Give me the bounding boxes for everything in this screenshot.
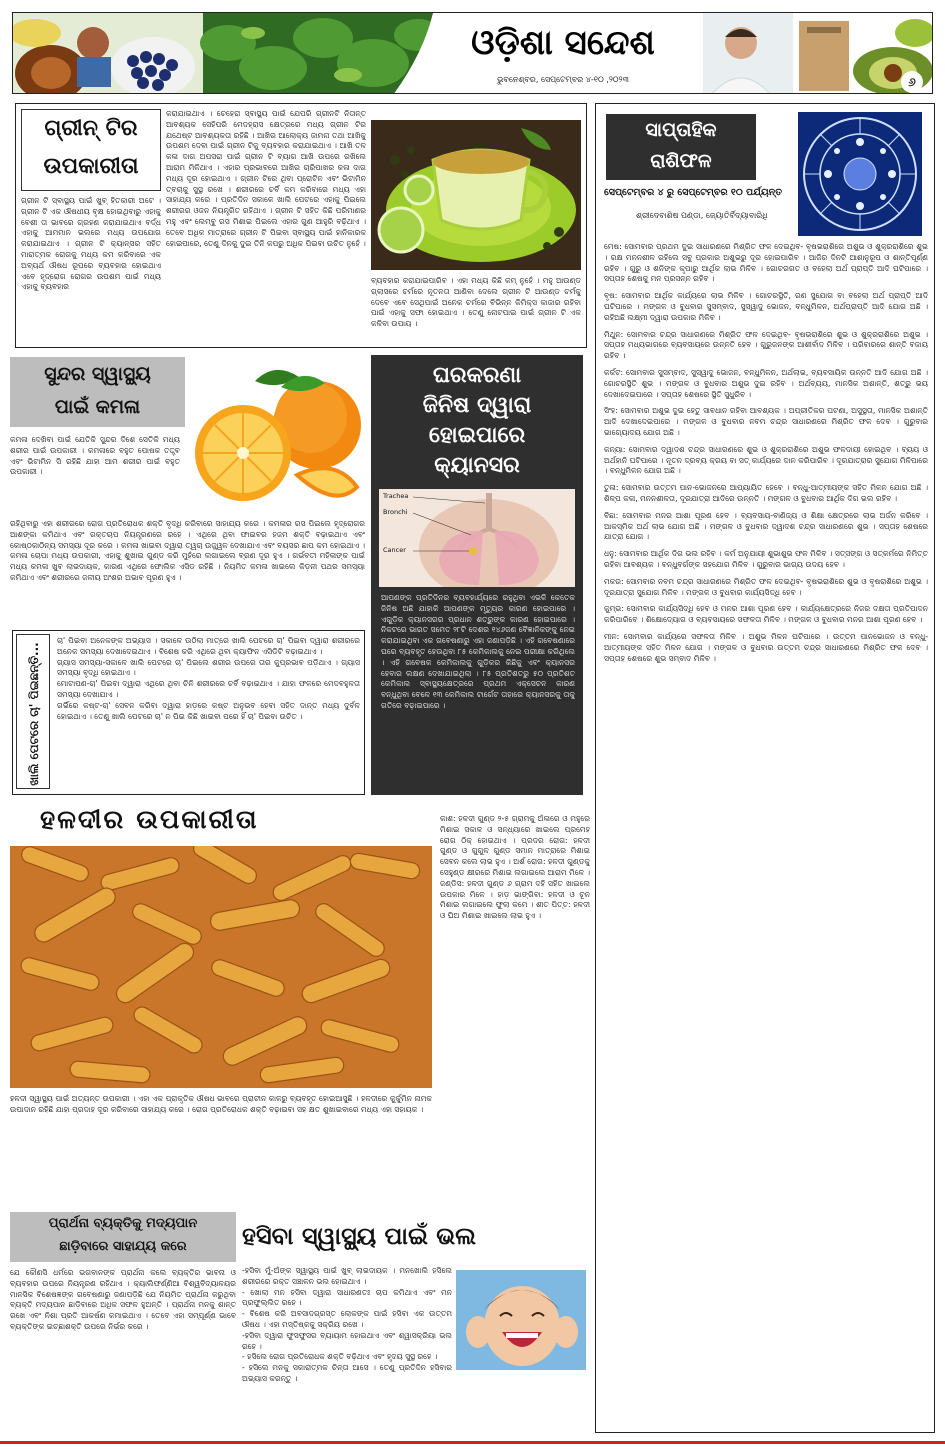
rashifal-sign-makara: ମକର: ସୋମବାର ନବମ ଚନ୍ଦ୍ର ସାଧାରଣରେ ମିଶ୍ରିତ ଫଳ ଦେଇଥିବ- ବୃଷଭରାଶିରେ ଶୁଭ ଓ ବୃଷରାଶିରେ ଅଶୁଭ । ଦୂରଯାତ୍ରା ସୁଯୋଗ ମିଳିବ । ମଙ୍ଗଳ ଓ ବୁଧବାର କାର୍ଯ୍ୟସିଦ୍ଧି ହେବ । xyxy=(604,576,928,597)
empty-stomach-tea-body: ଚା' ପିଇବା ଅନେକଙ୍କ ଅଭ୍ୟାସ । ସକାଳେ ଉଠିଲା ମାତ୍ରେ ଖାଲି ପେଟରେ ଚା' ପିଇବା ଦ୍ୱାରା ଶରୀରରେ ଅନେକ ସମସ୍ୟା ଦେଖାଦେଇଥାଏ । ବିଶେଷ କରି ଏଥିରେ ଥିବା କ୍ୟାଫିନ ଏସିଡିଟି ବଢ଼ାଇଥାଏ । ଗ୍ୟାସ ସମସ୍ୟା-ସକାଳେ ଖାଲି ପେଟରେ ଚା' ପିଇଲେ ଶରୀର ଉପରେ ତାର କୁପ୍ରଭାବ ପଡ଼ିଥାଏ । ଗ୍ୟାସ ସମସ୍ୟା ବୃଦ୍ଧି ହୋଇଥାଏ । ମୋଟାପଣ-ଚା' ପିଇବା ଦ୍ୱାରା ଏଥିରେ ଥିବା ଚିନି ଶରୀରରେ ଚର୍ବି ବଢ଼ାଇଥାଏ । ଯାହା ଫଳରେ ମେଦବହୁଳତା ସମସ୍ୟା ଦେଖାଯାଏ । ଗର୍ଭିରେ କଷ୍ଟ-ଚା' ସେବନ କରିବା ଦ୍ୱାରା ହାଡ଼ରେ କଷ୍ଟ ଅନୁଭବ ହେବା ସହିତ ଦାନ୍ତ ମଧ୍ୟ ଦୁର୍ବଳ ହୋଇଥାଏ । ତେଣୁ ଖାଲି ପେଟରେ ଚା' ନ ପିଇ କିଛି ଖାଇବା ପରେ ହିଁ ଚା' ପିଇବା ଉଚିତ । xyxy=(57,636,360,721)
rashifal-sign-kumbha: କୁମ୍ଭ: ସୋମବାର କାର୍ଯ୍ୟସିଦ୍ଧି ହେବ ଓ ମନର ଆଶା ପୂରଣ ହେବ । କାର୍ଯ୍ୟକ୍ଷେତ୍ରରେ ନିଜର ଦକ୍ଷତା ପ୍ରତିପାଦନ କରିପାରିବେ । ଶିକ୍ଷୋଦ୍ୟୋଗ ଓ ବ୍ୟବସାୟରେ ସଫଳତା ମିଳିବ । ମଙ୍ଗଳ ଓ ବୁଧବାର ମନର ଆଶା ପୂରଣ ହେବ । xyxy=(604,604,928,625)
cancer-title-line2: ଜିନିଷ ଦ୍ୱାରା xyxy=(422,393,532,418)
turmeric-photo xyxy=(10,846,432,1088)
green-tea-article xyxy=(15,103,587,348)
rashifal-author: ଶ୍ରୀଦେବାଶିଷ ପଣ୍ଡା, ଜ୍ୟୋତିର୍ବିଦ୍ୟାବାରିଧି xyxy=(636,211,768,220)
orange-body: ରହିଥିବାରୁ ଏହା ଶରୀରରେ ରୋଗ ପ୍ରତିରୋଧକ ଶକ୍ତି ବୃଦ୍ଧି କରିବାରେ ସାହାଯ୍ୟ କରେ । କମଳାର ରସ ପିଇଲେ ହୃଦ୍‌ରୋଗର ଆଶଙ୍କା କମିଥାଏ ଏବଂ ରକ୍ତଚାପ ନିୟନ୍ତ୍ରଣରେ ରହେ । ଏଥିରେ ଥିବା ଫାଇବର ହଜମ ଶକ୍ତି ବଢ଼ାଇଥାଏ ଏବଂ କୋଷ୍ଠକାଠିନ୍ୟ ସମସ୍ୟା ଦୂର କରେ । କମଳା ଖାଇବା ଦ୍ୱାରା ତ୍ୱଚା ଉଜ୍ଜ୍ୱଳ ଦେଖାଯାଏ ଏବଂ ବୟସର ଛାପ କମ ହୋଇଥାଏ । କମଳା ଚୋପା ମଧ୍ୟ ଉପକାରୀ, ଏହାକୁ ଶୁଖାଇ ଗୁଣ୍ଡ କରି ମୁହଁରେ ଲଗାଇଲେ ବ୍ରଣ ଦୂର ହୁଏ । ଗର୍ଭବତୀ ମହିଳାଙ୍କ ପାଇଁ ମଧ୍ୟ କମଳା ଖୁବ ଲାଭଦାୟକ, କାରଣ ଏଥିରେ ଫୋଲିକ ଏସିଡ ରହିଛି । ନିୟମିତ କମଳା ଖାଇଲେ କିଡ଼ନୀ ପଥର ସମସ୍ୟା କମିଥାଏ ଏବଂ ଶରୀରରେ ଜଳୀୟ ଅଂଶର ଅଭାବ ପୂରଣ ହୁଏ । xyxy=(10,519,365,582)
cancer-article xyxy=(371,355,583,795)
rashifal-signs xyxy=(604,242,928,1428)
turmeric-article xyxy=(10,800,590,1210)
empty-stomach-tea-article xyxy=(12,630,365,795)
masthead-dateline: ଭୁବନେଶ୍ବର, ସେପ୍ଟେମ୍ବର ୪-୧୦ ,୨୦୨୩ xyxy=(497,75,629,84)
rashifal-sign-kanya: କନ୍ୟା: ସୋମବାର ଦ୍ୱାଦଶ ଚନ୍ଦ୍ର ସାଧାରଣରେ ଶୁଭ ଓ ଶୁକ୍ରରାଶିରେ ଅଶୁଭ ଫଳଦାୟୀ ହୋଇଥିବ । ବ୍ୟୟ ଓ ଅର୍ଥହାନି ଘଟିପାରେ । ନୂତନ ଦ୍ରବ୍ୟ କ୍ରୟ ବା ସତ୍ କାର୍ଯ୍ୟରେ ଦାନ କରିପାରିବ । ଦୂରଯାତ୍ରାର ସୁଯୋଗ ମିଳିପାରେ । ବନ୍ଧୁମିଳନ ଯୋଗ ଅଛି । xyxy=(604,444,928,476)
rashifal-title-line1: ସାପ୍ତାହିକ xyxy=(645,119,717,141)
rashifal-sign-simha: ସିଂହ: ସୋମବାର ଅଶୁଭ ଦୁଇ ହେତୁ ସାବଧାନ ରହିବା ଆବଶ୍ୟକ । ଅପ୍ରୀତିକର ଘଟଣା, ଅସୁସ୍ଥତା, ମାନସିକ ଅଶାନ୍ତି ଆଦି ଦେଖାଦେଇପାରେ । ମଙ୍ଗଳ ଓ ବୁଧବାର ନବମ ଚନ୍ଦ୍ର ସାଧାରଣରେ ମିଶ୍ରିତ ଫଳ ଦେବ । ଗୁରୁବାର ଭାଗ୍ୟୋଦୟ ଯୋଗ ଅଛି । xyxy=(604,406,928,437)
masthead-collage-right xyxy=(703,13,933,94)
laughter-article xyxy=(242,1212,590,1437)
page-number: ୬ xyxy=(901,71,923,93)
cancer-title-line1: ଘରକରଣା xyxy=(432,363,522,388)
green-tea-body-bottom: ବ୍ୟବହାର କରାଯାଇପାରିବ । ଏହା ମଧ୍ୟ କିଛି କମ୍ ନୁହେଁ । ମହୁ ଆଉଣ୍ଡ ଗ୍ଲାସରେ ଚର୍ମରେ ନୂତନତା ଆଣିବା ଦେଲେ ଗ୍ରୀନ ଟି ଆଉଣ୍ଡ ଚର୍ମକୁ ଦେବେ ଏବେ ସେଥିପାଇଁ ଅନେକ ଚର୍ମରେ ବିଭିନ୍ନ କିମିକ୍ସ କାଜାର ରହିବା ପାଇଁ ଏହାକୁ ସଫା ହୋଇଥାଏ । ତେଣୁ ନୋଟପାଇ ପାଇଁ ଗ୍ରୀନ ଟି ଏକ କଳିବା ଉପାୟ । xyxy=(371,276,581,329)
lungs-label-trachea: Trachea xyxy=(383,492,409,500)
orange-photo xyxy=(185,357,365,515)
rashifal-sign-meena: ମୀନ: ସୋମବାର କାର୍ଯ୍ୟରେ ସଫଳତା ମିଳିବ । ଅଶୁଭ ମିଳନ ଘଟିପାରେ । ଉତ୍ତମ ପାନଭୋଜନ ଓ ବନ୍ଧୁ-ଆତ୍ମୀୟଙ୍କ ସହିତ ମିଳନ ଯୋଗ । ମଙ୍ଗଳ ଓ ବୁଧବାର ଉତ୍ତମ ଚନ୍ଦ୍ର ସାଧାରଣରେ ମିଶ୍ରିତ ଫଳ ଦେବ । ସପ୍ତାହ ଶେଷରେ ଶୁଭ ସମ୍ବାଦ ମିଳିବ । xyxy=(604,631,928,663)
cancer-title-line4: କ୍ୟାନସର xyxy=(434,453,520,478)
laughter-body: -ହସିବା ମୁଁ-ଅଁଙ୍କ ସ୍ୱାସ୍ଥ୍ୟ ପାଇଁ ଖୁବ୍ ଲାଭଦାୟକ । ମନଖୋଲି ହସିଲେ ଶରୀରରେ ରକ୍ତ ସଞ୍ଚାଳନ ଭଲ ହୋଇଥାଏ । - ଖୋଲା ମନ ହସିବା ଦ୍ୱାରା ସାଧାରଣତଃ ଚାପ କମିଥାଏ ଏବଂ ମନ ପ୍ରଫୁଲ୍ଲିତ ରହେ । - ବିଶେଷ କରି ଅବସାଦଗ୍ରସ୍ତ ଲୋକଙ୍କ ପାଇଁ ହସିବା ଏକ ଉତ୍ତମ ଔଷଧ । ଏହା ମସ୍ତିଷ୍କକୁ ସକ୍ରିୟ ରଖେ । -ହସିବା ଦ୍ୱାରା ଫୁସଫୁସର ବ୍ୟାୟାମ ହୋଇଥାଏ ଏବଂ ଶ୍ୱାସକ୍ରିୟା ଭଲ ରହେ । - ହସିଲେ ରୋଗ ପ୍ରତିରୋଧକ ଶକ୍ତି ବଢ଼ିଥାଏ ଏବଂ ହୃଦୟ ସୁସ୍ଥ ରହେ । - ହସିଲେ ମନକୁ ସକାରାତ୍ମକ ଚିନ୍ତା ଆସେ । ତେଣୁ ପ୍ରତିଦିନ ହସିବାର ଅଭ୍ୟାସ କରନ୍ତୁ । xyxy=(242,1266,452,1383)
turmeric-title: ହଳଦୀର ଉପକାରୀତା xyxy=(40,805,259,835)
laughter-title: ହସିବା ସ୍ୱାସ୍ଥ୍ୟ ପାଇଁ ଭଲ xyxy=(242,1222,477,1250)
page-bottom-rule xyxy=(0,1441,945,1444)
turmeric-col2: କାଶ: ହଳଦୀ ଗୁଣ୍ଡ ୨-୫ ଗ୍ରାମକୁ ଅଁଳାରେ ଓ ମହୁରେ ମିଶାଇ ସକାଳ ଓ ସନ୍ଧ୍ୟାରେ ଖାଇଲେ ପ୍ରମେହ ରୋଗ ଠିକ୍ ହୋଇଥାଏ । ପ୍ରଦର ରୋଗ: ହଳଦୀ ଗୁଣ୍ଡ ଓ ଗୁଗୁଳ ଗୁଣ୍ଡ ସମାନ ମାତ୍ରାରେ ମିଶାଇ ସେବନ କଲେ ଲାଭ ହୁଏ । ଅର୍ଶ ରୋଗ: ହଳଦୀ ଗୁଣ୍ଡକୁ ସେହୁଣ୍ଡ କ୍ଷୀରରେ ମିଶାଇ ଲଗାଇଲେ ଆରାମ ମିଳେ । ଜଣ୍ଡିସ: ହଳଦୀ ଗୁଣ୍ଡ ୬ ଗ୍ରାମ ଦହି ସହିତ ଖାଇଲେ ଉପକାର ମିଳେ । ହାଡ଼ ଭାଙ୍ଗିବା: ହଳଦୀ ଓ ଚୂନ ମିଶାଇ ଲଗାଇଲେ ଫୁଲା କମେ । ଶୀତ ପିତ୍ତ: ହଳଦୀ ଓ ଘିଅ ମିଶାଇ ଖାଇଲେ ଲାଭ ହୁଏ । xyxy=(440,814,590,921)
rashifal-sign-mesha: ମେଷ: ସୋମବାର ପ୍ରଥମ ଦୁଇ ସାଧାରଣରେ ମିଶ୍ରିତ ଫଳ ଦେଇଥିବ- ବୃଷଭରାଶିରେ ଅଶୁଭ ଓ ଶୁକ୍ରରାଶିରେ ଶୁଭ । ରକ୍ଷ ମନନଶୀଳ ରହିଲେ ସବୁ ପ୍ରକାର ଅଶୁଭରୁ ଦୂର ହୋଇପାରିବ । ଆଜିର ଦିନଟି ଆଶାନୁରୂପ ଓ ଶାନ୍ତିପୂର୍ଣ୍ଣ ରହିବ । ଗୁରୁ ଓ ଶନିଙ୍କ କୃପାରୁ ଆର୍ଥିକ ଲାଭ ମିଳିବ । ଗୋଚରଗତ ଓ ବହେଲା ଅର୍ଥ ପ୍ରାପ୍ତି ଆଦି ଘଟିପାରେ । ସପ୍ତାହ ଶେଷକୁ ମନ ପ୍ରସନ୍ନ ରହିବ । xyxy=(604,242,928,284)
rashifal-sign-tula: ତୁଳା: ସୋମବାର ଉତ୍ତମ ପାନ-ଭୋଜନରେ ଆପ୍ୟାୟିତ ହେବେ । ବନ୍ଧୁ-ଆତ୍ମୀୟଙ୍କ ସହିତ ମିଳନ ଯୋଗ ଅଛି । ଶିଳ୍ପ କଳା, ମନନଶୀଳତା, ଦୂରଯାତ୍ରା ଆଦିରେ ଉନ୍ନତି । ମଙ୍ଗଳ ଓ ବୁଧବାର ଆର୍ଥିକ ଦିଗ ଭଲ ରହିବ । xyxy=(604,483,928,503)
masthead-title: ଓଡ଼ିଶା ସନ୍ଦେଶ xyxy=(471,23,655,63)
lungs-label-bronchi: Bronchi xyxy=(383,508,408,516)
zodiac-wheel-image xyxy=(798,112,922,236)
cancer-title xyxy=(371,361,583,481)
laughing-child-photo xyxy=(456,1270,586,1370)
green-tea-title-line1: ଗ୍ରୀନ୍ ଟିର xyxy=(44,116,138,141)
rashifal-sign-brusha: ବୃଷ: ସୋମବାର ଆର୍ଥିକ କାର୍ଯ୍ୟରେ ଲାଭ ମିଳିବ । ଗୋଚରସ୍ଥିତି, ରଣ ସୁଯୋଗ ବା ବହେଲା ଅର୍ଥ ପ୍ରାପ୍ତି ଆଦି ଘଟିପାରେ । ମଙ୍ଗଳ ଓ ବୁଧବାର ସୁସମ୍ବାଦ, ସୁସ୍ୱାଦୁ ଭୋଜନ, ବନ୍ଧୁମିଳନ, ଅର୍ଥପ୍ରାପ୍ତି ଆଦି ଯୋଗ ଅଛି । ରହିଅଛି ଲକ୍ଷ୍ମୀ ଦ୍ୱାରା ଉପକାର ମିଳିବ । xyxy=(604,291,928,322)
orange-article xyxy=(10,357,365,627)
orange-title xyxy=(10,357,185,427)
masthead xyxy=(12,12,933,94)
cancer-body: ଆପଣଙ୍କ ପ୍ରତିଦିନର ବ୍ୟବହାର୍ଯ୍ୟରେ ରହୁଥିବା ଏଭଳି କେତେକ ଜିନିଷ ଅଛି ଯାହାକି ଆପଣଙ୍କ ମୃତ୍ୟୁର କାରଣ ହୋଇପାରେ । ଏଗୁଡ଼ିକ କ୍ୟାନସରର ପ୍ରଧାନ ଶତ୍ରୁଙ୍କ କାରଣ ହୋଇପାରେ । ନିକଟରେ ଭାରତ ସମେତ ୨୮ଟି ଦେଶର ୧୪୬ଜଣ ବୈଜ୍ଞାନିକଙ୍କୁ ନେଇ କରାଯାଇଥିବା ଏକ ଗବେଷଣାରୁ ଏହା ଜଣାପଡ଼ିଛି । ଏହି ଗବେଷଣାରେ ଘରେ ବ୍ୟବହୃତ ହେଉଥିବା ୮୫ କେମିକାଲକୁ ନେଇ ପରୀକ୍ଷା କରିଥିଲେ । ଏହି ଗବେଷକ କେମିକାଲକୁ ଗୁଡ଼ିକର କିଛିକୁ ଏବଂ କ୍ୟାନସର ହେବାର ଲକ୍ଷଣ ଦେଖାଯାଇଥିଲା । ୮୫ ପ୍ରତିଶତରୁ ୫୦ ପ୍ରତିଶତ କେମିକାଲ ସ୍ବାସ୍ଥ୍ୟକ୍ଷେତ୍ରରେ ପ୍ରଥମ ଏକ୍ସେଚନ କାରଣ ବନ୍ଧୁଥିବା ବେଳେ ୧୩ କେମିକାଲ ଟାର୍ଗେଟ ତାହାରେ କ୍ୟାନସରକୁ ତାକୁ ଗତିରେ ବଢ଼ାଇପାରେ । xyxy=(381,593,575,710)
rashifal-date-range: ସେପ୍ଟେମ୍ବର ୪ ରୁ ସେପ୍ଟେମ୍ବର ୧୦ ପର୍ଯ୍ୟନ୍ତ xyxy=(604,187,782,198)
orange-title-line1: ସୁନ୍ଦର ସ୍ୱାସ୍ଥ୍ୟ xyxy=(44,363,151,385)
rashifal-article xyxy=(595,103,935,1433)
green-tea-title-line2: ଉପକାରୀତା xyxy=(43,154,139,179)
prayer-alcohol-title-line2: ଛାଡ଼ିବାରେ ସାହାଯ୍ୟ କରେ xyxy=(59,1239,187,1254)
rashifal-title xyxy=(606,114,756,180)
empty-stomach-tea-title: ଖାଲି ପେଟରେ ଚା' ପିଇଛନ୍ତି... xyxy=(27,642,41,786)
green-tea-photo xyxy=(371,120,581,270)
orange-title-line2: ପାଇଁ କମଳା xyxy=(54,396,141,418)
rashifal-sign-dhanu: ଧନୁ: ସୋମବାର ଆର୍ଥିକ ଦିଗ ଭଲ ରହିବ । କର୍ମ ଅନୁଯାୟୀ ଶୁଭାଶୁଭ ଫଳ ମିଳିବ । ସତ୍‌ସଙ୍ଗ ଓ ସତ୍‌କର୍ମରେ ନିମିତ୍ତ ରହିବା ଆବଶ୍ୟକ । ବନ୍ଧୁବର୍ଗଙ୍କ ସହଯୋଗ ମିଳିବ । ଗୁରୁବାର ଭାଗ୍ୟ ଉଦୟ ହେବ । xyxy=(604,549,928,569)
prayer-alcohol-article xyxy=(10,1212,236,1437)
rashifal-sign-karkata: କର୍କଟ: ସୋମବାର ସୁସମ୍ବାଦ, ସୁସ୍ୱାଦୁ ଭୋଜନ, ବନ୍ଧୁମିଳନ, ଅର୍ଥଲାଭ, ବ୍ୟବସାୟିକ ଉନ୍ନତି ଆଦି ଯୋଗ ଅଛି । ଗୋଚରସ୍ଥିତି ଶୁଭ । ମଙ୍ଗଳ ଓ ବୁଧବାର ଅଶୁଭ ଦୁଇ ରହିବ । ଅର୍ଥବ୍ୟୟ, ମାନସିକ ଅଶାନ୍ତି, ଶତ୍ରୁ ଭୟ ଦେଖାଦେଇପାରେ । ସପ୍ତାହ ଶେଷରେ ସ୍ଥିତି ସୁଧୁରିବ । xyxy=(604,367,928,399)
lungs-diagram xyxy=(379,489,575,587)
green-tea-body-left: ଗ୍ରୀନ ଟି ସ୍ବାସ୍ଥ୍ୟ ପାଇଁ ଖୁବ୍ ହିତକାରୀ ଅଟେ । ଗ୍ରୀନ ଟି ଏକ ଔଷଧୀୟ ବୃକ୍ଷ ହୋଇଥିବାରୁ ଏହାକୁ ବେଶୀ ତା ଭାବରେ ଗ୍ରହଣ କରାଯାଇଥାଏ ବର୍ଦ୍ଧ ଏହାକୁ ଆମମାନ ଭଲରେ ମଧ୍ୟ ଉପଯୋଗ କରାଯାଇଥାଏ । ଗ୍ରୀନ ଟି କ୍ୟାନ୍ସର ସହିତ ମାରାତ୍ମକ ରୋଗକୁ ମଧ୍ୟ କମ କରିବାରେ ଏକ ଅବ୍ୟର୍ଥ ଔଷଧ ରୂପରେ ବ୍ୟବହାର ହୋଇଥାଏ ଏବେ ହୃଦ୍‌ରୋଗ ରୋଗର ଉପଶମ ପାଇଁ ମଧ୍ୟ ଏହାକୁ ବ୍ୟବହାର xyxy=(21,196,161,292)
orange-intro: କମଳା ଦେଖିବା ପାଇଁ ଯେତିକି ସୁନ୍ଦର ଦିଶେ ସେତିକି ମଧ୍ୟ ଶରୀର ପାଇଁ ଉପକାରୀ । କମଳାରେ ବହୁତ ପୋଷକ ତତ୍ତ୍ବ ଏବଂ ଭିଟାମିନ ସି ରହିଛି ଯାହା ଆମ ଶରୀର ପାଇଁ ବହୁତ ଉପକାରୀ । xyxy=(10,435,180,477)
empty-stomach-tea-title-strip xyxy=(16,634,50,789)
lungs-label-cancer: Cancer xyxy=(383,546,406,554)
prayer-alcohol-title-line1: ପ୍ରାର୍ଥନା ବ୍ୟକ୍ତିକୁ ମଦ୍ୟପାନ xyxy=(48,1216,198,1231)
turmeric-caption: ହଳଦୀ ସ୍ୱାସ୍ଥ୍ୟ ପାଇଁ ଅତ୍ୟନ୍ତ ଉପକାରୀ । ଏହା ଏକ ପ୍ରାକୃତିକ ଔଷଧ ଭାବରେ ପ୍ରାଚୀନ କାଳରୁ ବ୍ୟବହୃତ ହୋଇଆସୁଛି । ହଳଦୀରେ କୁର୍କୁମିନ ନାମକ ଉପାଦାନ ରହିଛି ଯାହା ପ୍ରଦାହ ଦୂର କରିବାରେ ସାହାଯ୍ୟ କରେ । ରୋଗ ପ୍ରତିରୋଧକ ଶକ୍ତି ବଢ଼ାଇବା ସହ କ୍ଷତ ଶୁଖାଇବାରେ ମଧ୍ୟ ଏହା ସହାୟକ । xyxy=(10,1094,432,1114)
green-tea-body-middle: କରାଯାଇଥାଏ । ଚେହେରା ସ୍ବାସ୍ଥ୍ୟ ପାଇଁ ଯେପରି ଗ୍ରୀନଟି ନିତାନ୍ତ ଆବଶ୍ୟକ ସେହିପରି ମେଦହ୍ରାସ କ୍ଷେତ୍ରରେ ମଧ୍ୟ ଗ୍ରୀନ ଟିର ଯଥେଷ୍ଟ ଆବଶ୍ୟକତା ରହିଛି । ଆଖିର ଆଲୋକ୍ୟ ଜାମନା ତଥା ଆଖିକୁ ଉପଶମ ଦେବା ପାଇଁ ଗ୍ରୀନ ଟିକୁ ବ୍ୟବହାର କରାଯାଇଥାଏ । ଆଖି ତଳ କଳା ଦାଗ ଅପସରା ପାଇଁ ଗ୍ରୀନ ଟି ବ୍ୟାଗ ଆଖି ଉପରେ ରଖିଲେ ଆରାମ ମିଳିଥାଏ । ଏହାର ପ୍ରଭାବରେ ଆଖିର ଚାରିପାଖର କଳା ଦାଗ ମଧ୍ୟ ଦୂର ହୋଇଥାଏ । ଗ୍ରୀନ ଟିରେ ଥିବା ପ୍ରୋଟିନ ଏବଂ ଭିଟାମିନ ତ୍ବଚାକୁ ସୁସ୍ଥ ରଖେ । ଶରୀରରେ ଚର୍ବି କମ କରିବାରେ ମଧ୍ୟ ଏହା ସାହାଯ୍ୟ କରେ । ପ୍ରତିଦିନ ସକାଳେ ଖାଲି ପେଟରେ ଏହାକୁ ପିଇଲେ ଶରୀରର ଓଜନ ନିୟନ୍ତ୍ରିତ ରହିଥାଏ । ଗ୍ରୀନ ଟି ସହିତ କିଛି ପରିମାଣର ମହୁ ଏବଂ ଲେମ୍ବୁ ରସ ମିଶାଇ ପିଇଲେ ଏହାର ଗୁଣ ଆହୁରି ବଢ଼ିଥାଏ । ତେବେ ଅଧିକ ମାତ୍ରାରେ ଗ୍ରୀନ ଟି ପିଇବା ସ୍ବାସ୍ଥ୍ୟ ପାଇଁ ହାନିକାରକ ହୋଇପାରେ, ତେଣୁ ଦିନକୁ ଦୁଇ ତିନି କପରୁ ଅଧିକ ପିଇବା ଉଚିତ ନୁହେଁ । xyxy=(166,109,366,248)
cancer-title-line3: ହୋଇପାରେ xyxy=(428,423,526,448)
masthead-collage-left xyxy=(13,13,433,94)
rashifal-title-line2: ରାଶିଫଳ xyxy=(650,150,712,172)
rashifal-sign-bichha: ବିଛା: ସୋମବାର ମନର ଆଶା ପୂରଣ ହେବ । ବ୍ୟବସାୟ-ବାଣିଜ୍ୟ ଓ ଶିକ୍ଷା କ୍ଷେତ୍ରରେ ଲାଭ ଅର୍ଜନ କରିବେ । ଆକସ୍ମିକ ଅର୍ଥ ଲାଭ ଯୋଗ ଅଛି । ମଙ୍ଗଳ ଓ ବୁଧବାର ଦ୍ୱାଦଶ ଚନ୍ଦ୍ର ସାଧାରଣରେ ଶୁଭ । ସପ୍ତାହ ଶେଷରେ ଯାତ୍ରା ଯୋଗ । xyxy=(604,510,928,542)
green-tea-title xyxy=(21,109,161,191)
prayer-alcohol-title xyxy=(10,1212,236,1262)
prayer-alcohol-body: ଯେ କୌଣସି ଧର୍ମରେ ଭଗବାନଙ୍କ ପ୍ରାର୍ଥନା କଲେ ବ୍ୟକ୍ତିର ଭାବନା ଓ ବ୍ୟବହାର ଉପରେ ନିୟନ୍ତ୍ରଣ ରହିଥାଏ । କ୍ୟାଲିଫର୍ଣ୍ଣିଆ ବିଶ୍ୱବିଦ୍ୟାଳୟର ମାନସିକ ବିଶେଷଜ୍ଞଙ୍କ ଗବେଷଣାରୁ ଜଣାପଡ଼ିଛି ଯେ ନିୟମିତ ପ୍ରାର୍ଥନା କରୁଥିବା ବ୍ୟକ୍ତି ମଦ୍ୟପାନ ଛାଡ଼ିବାରେ ଅଧିକ ସଫଳ ହୁଅନ୍ତି । ପ୍ରାର୍ଥନା ମନକୁ ଶାନ୍ତ ରଖେ ଏବଂ ନିଶା ପ୍ରତି ଆକର୍ଷଣ କମାଇଥାଏ । ତେବେ ଏହା ସମ୍ପୂର୍ଣ୍ଣ ଭାବେ ବ୍ୟକ୍ତିଙ୍କ ଇଚ୍ଛାଶକ୍ତି ଉପରେ ନିର୍ଭର କରେ । xyxy=(10,1268,236,1331)
rashifal-sign-mithuna: ମିଥୁନ: ସୋମବାର ଚନ୍ଦ୍ର ସାଧାରଣରେ ମିଶ୍ରିତ ଫଳ ଦେଇଥିବ- ବୃଷଭରାଶିରେ ଶୁଭ ଓ ଶୁକ୍ରରାଶିରେ ଅଶୁଭ । ସପ୍ତାହ ମଧ୍ୟଭାଗରେ ବ୍ୟବସାୟରେ ଉନ୍ନତି ହେବ । ଗୁରୁଜନଙ୍କ ଆଶୀର୍ବାଦ ମିଳିବ । ପରିବାରରେ ଶାନ୍ତି ବଜାୟ ରହିବ । xyxy=(604,329,928,361)
